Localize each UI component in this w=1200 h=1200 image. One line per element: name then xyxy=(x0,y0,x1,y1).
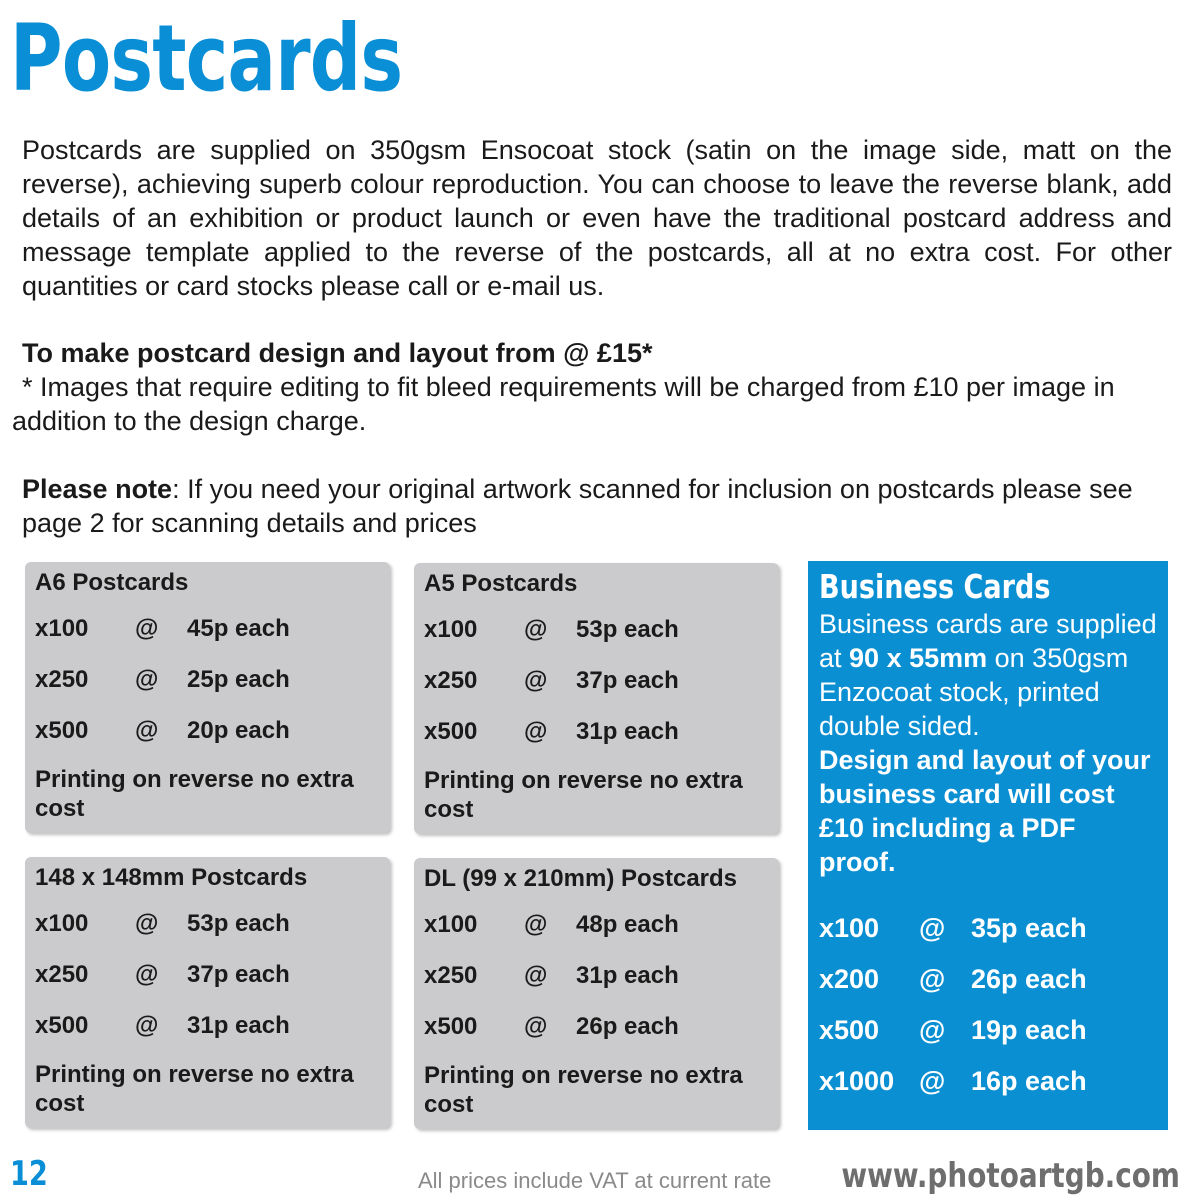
price-qty: x250 xyxy=(35,666,89,693)
please-note-text: : If you need your original artwork scanned for inclusion on postcards please see page 2 for scanning details and prices xyxy=(22,474,1133,538)
price-value: 45p each xyxy=(187,615,290,642)
please-note-paragraph xyxy=(22,472,1182,540)
page-number: 12 xyxy=(10,1154,48,1194)
business-design-note: Design and layout of your business card will cost £10 including a PDF proof. xyxy=(819,745,1151,877)
price-value: 31p each xyxy=(576,962,679,989)
price-row xyxy=(424,959,769,1010)
price-value: 53p each xyxy=(576,616,679,643)
page-title: Postcards xyxy=(10,5,403,112)
price-at: @ xyxy=(135,717,159,744)
price-row xyxy=(35,907,380,958)
business-price-row xyxy=(819,911,1157,962)
price-box-a5 xyxy=(414,563,779,834)
business-price-row xyxy=(819,1064,1157,1115)
bleed-footnote-text: * Images that require editing to fit bleed requirements will be charged from £10 per image in addition to the design charge. xyxy=(12,372,1115,436)
price-value: 19p each xyxy=(971,1015,1087,1045)
price-at: @ xyxy=(524,1013,548,1040)
price-row xyxy=(35,958,380,1009)
price-qty: x100 xyxy=(424,616,478,643)
price-at: @ xyxy=(919,964,946,994)
price-qty: x250 xyxy=(424,667,478,694)
vat-note: All prices include VAT at current rate xyxy=(418,1168,772,1193)
business-cards-title: Business Cards xyxy=(819,567,1051,606)
price-qty: x500 xyxy=(424,1013,478,1040)
price-row xyxy=(424,1010,769,1061)
price-at: @ xyxy=(524,718,548,745)
business-price-list xyxy=(819,911,1157,1115)
price-qty: x250 xyxy=(424,962,478,989)
price-row xyxy=(424,715,769,766)
reverse-printing-note: Printing on reverse no extra cost xyxy=(424,767,743,823)
please-note-label: Please note xyxy=(22,474,173,504)
price-value: 31p each xyxy=(187,1012,290,1039)
price-at: @ xyxy=(524,962,548,989)
business-cards-panel xyxy=(808,561,1168,1130)
price-value: 31p each xyxy=(576,718,679,745)
reverse-printing-note: Printing on reverse no extra cost xyxy=(35,1061,354,1117)
price-qty: x100 xyxy=(424,911,478,938)
price-row xyxy=(424,664,769,715)
price-qty: x200 xyxy=(819,964,880,994)
price-qty: x100 xyxy=(819,913,880,943)
price-value: 48p each xyxy=(576,911,679,938)
price-value: 35p each xyxy=(971,913,1087,943)
price-at: @ xyxy=(919,1066,946,1096)
business-cards-description xyxy=(819,607,1157,879)
price-value: 25p each xyxy=(187,666,290,693)
price-qty: x500 xyxy=(819,1015,880,1045)
price-at: @ xyxy=(524,616,548,643)
business-card-size: 90 x 55mm xyxy=(849,643,988,673)
price-row xyxy=(35,714,380,765)
price-at: @ xyxy=(524,667,548,694)
price-box-148x148 xyxy=(25,857,390,1128)
price-row xyxy=(424,613,769,664)
website-url[interactable]: www.photoartgb.com xyxy=(841,1156,1180,1196)
price-qty: x100 xyxy=(35,910,89,937)
price-value: 16p each xyxy=(971,1066,1087,1096)
design-price-heading: To make postcard design and layout from @ £15* xyxy=(22,338,653,368)
price-row xyxy=(35,612,380,663)
business-price-row xyxy=(819,962,1157,1013)
reverse-printing-note: Printing on reverse no extra cost xyxy=(424,1062,743,1118)
price-value: 53p each xyxy=(187,910,290,937)
intro-paragraph: Postcards are supplied on 350gsm Ensocoat stock (satin on the image side, matt on the reverse), achieving superb colour reproduction. You can choose to leave the reverse blank, add details of an exhibition or product launch or even have the traditional postcard address and message template applied to the reverse of the postcards, all at no extra cost. For other quantities or card stocks please call or e-mail us. xyxy=(22,135,1172,301)
price-at: @ xyxy=(135,1012,159,1039)
price-at: @ xyxy=(135,910,159,937)
price-box-title: A5 Postcards xyxy=(424,570,578,597)
price-at: @ xyxy=(135,666,159,693)
price-qty: x1000 xyxy=(819,1066,895,1096)
price-value: 26p each xyxy=(576,1013,679,1040)
price-value: 37p each xyxy=(576,667,679,694)
price-box-title: A6 Postcards xyxy=(35,569,189,596)
reverse-printing-note: Printing on reverse no extra cost xyxy=(35,766,354,822)
price-value: 37p each xyxy=(187,961,290,988)
bleed-footnote xyxy=(12,370,1187,438)
price-at: @ xyxy=(135,961,159,988)
price-qty: x500 xyxy=(424,718,478,745)
price-box-title: 148 x 148mm Postcards xyxy=(35,864,308,891)
price-qty: x500 xyxy=(35,1012,89,1039)
price-row xyxy=(424,908,769,959)
business-text-2: on 350gsm Enzocoat stock, printed double sided. xyxy=(819,643,1129,741)
business-price-row xyxy=(819,1013,1157,1064)
price-qty: x500 xyxy=(35,717,89,744)
price-at: @ xyxy=(524,911,548,938)
price-box-title: DL (99 x 210mm) Postcards xyxy=(424,865,738,892)
price-at: @ xyxy=(919,1015,946,1045)
price-qty: x250 xyxy=(35,961,89,988)
price-at: @ xyxy=(135,615,159,642)
price-row xyxy=(35,663,380,714)
price-value: 26p each xyxy=(971,964,1087,994)
price-qty: x100 xyxy=(35,615,89,642)
price-box-a6 xyxy=(25,562,390,833)
business-text-1: Business cards are supplied at xyxy=(819,609,1157,673)
price-row xyxy=(35,1009,380,1060)
price-at: @ xyxy=(919,913,946,943)
price-box-dl xyxy=(414,858,779,1129)
price-value: 20p each xyxy=(187,717,290,744)
